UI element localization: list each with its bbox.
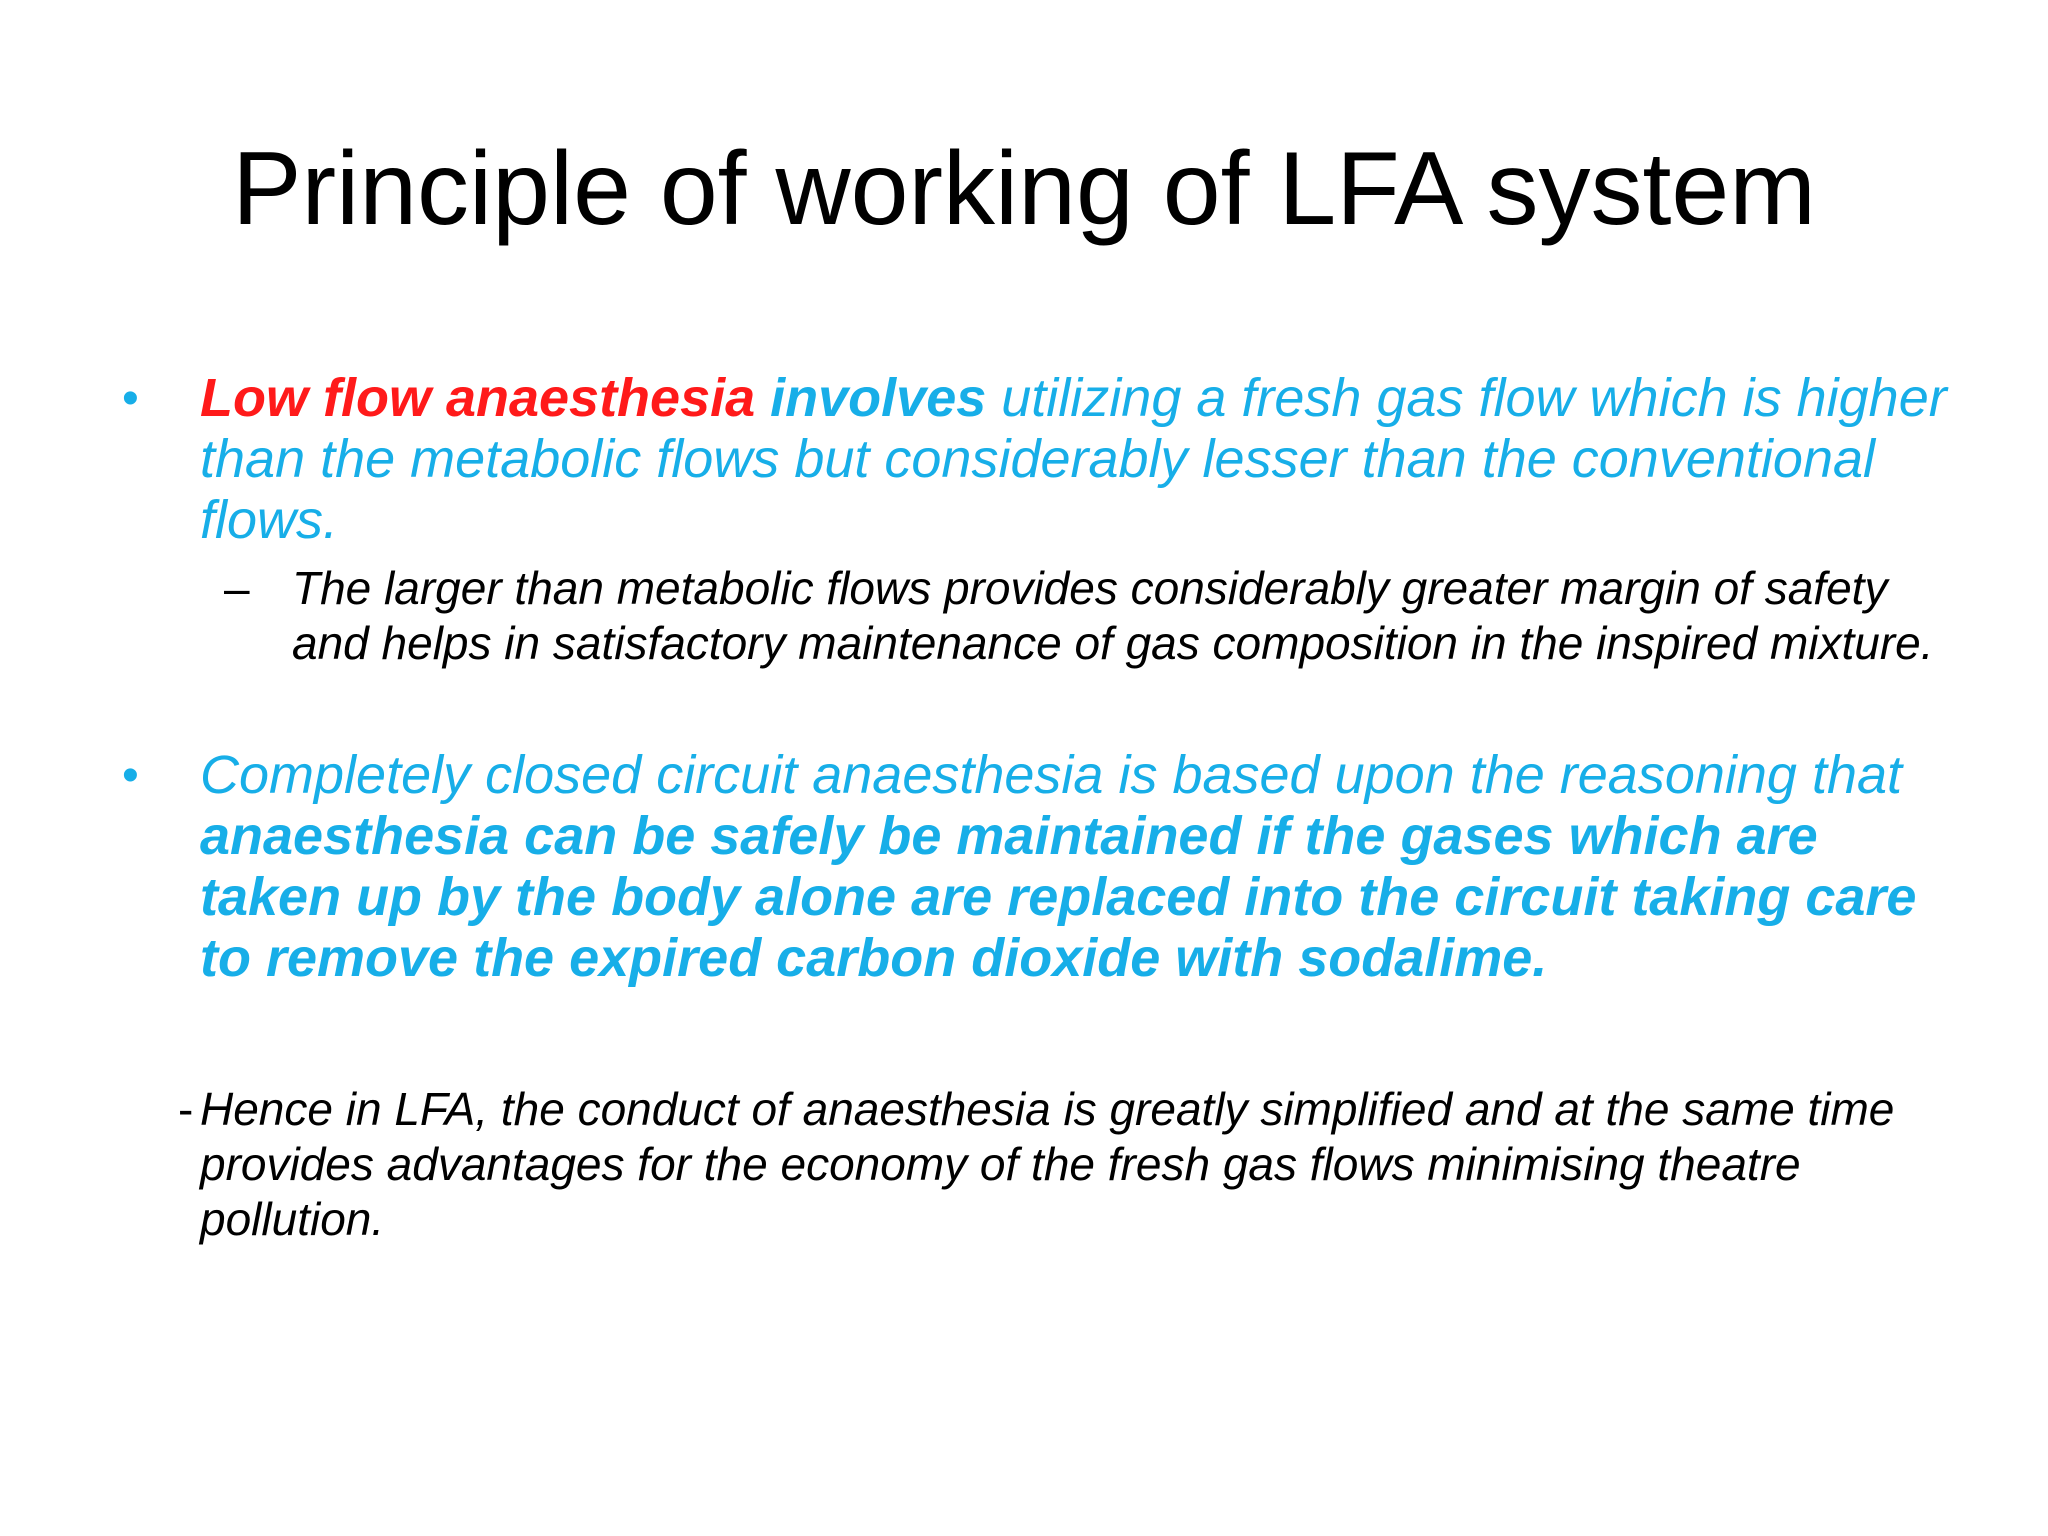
bullet-verb: involves	[770, 368, 987, 428]
bullet-text: utilizing a fresh gas flow which is higher than the metabolic flows but considerably lesser than the conventional flows.	[200, 368, 1947, 550]
note-text: Hence in LFA, the conduct of anaesthesia is greatly simplified and at the same time provides advantages for the economy of the fresh gas flows minimising theatre pollution.	[200, 1083, 1895, 1245]
sub-bullet-marker: –	[224, 562, 250, 614]
bullet-marker: •	[122, 372, 139, 425]
sub-bullet-metabolic-flows	[224, 561, 1952, 671]
bullet-term: Low flow anaesthesia	[200, 368, 756, 428]
bullet-text: Completely closed circuit anaesthesia is based upon the reasoning that	[200, 745, 1903, 805]
sub-bullet-text: The larger than metabolic flows provides considerably greater margin of safety and helps in satisfactory maintenance of gas composition in the inspired mixture.	[292, 562, 1934, 669]
slide-title: Principle of working of LFA system	[232, 131, 1816, 247]
bullet-emphasis: anaesthesia can be safely be maintained if the gases which are taken up by the body alone are replaced into the circuit taking care to remove the expired carbon dioxide with sodalime.	[200, 806, 1917, 988]
note-marker: -	[178, 1083, 194, 1135]
bullet-low-flow-anaesthesia	[122, 368, 1960, 551]
bullet-closed-circuit	[122, 745, 1960, 989]
bullet-marker: •	[122, 749, 139, 802]
note-lfa-conclusion	[178, 1082, 1940, 1247]
